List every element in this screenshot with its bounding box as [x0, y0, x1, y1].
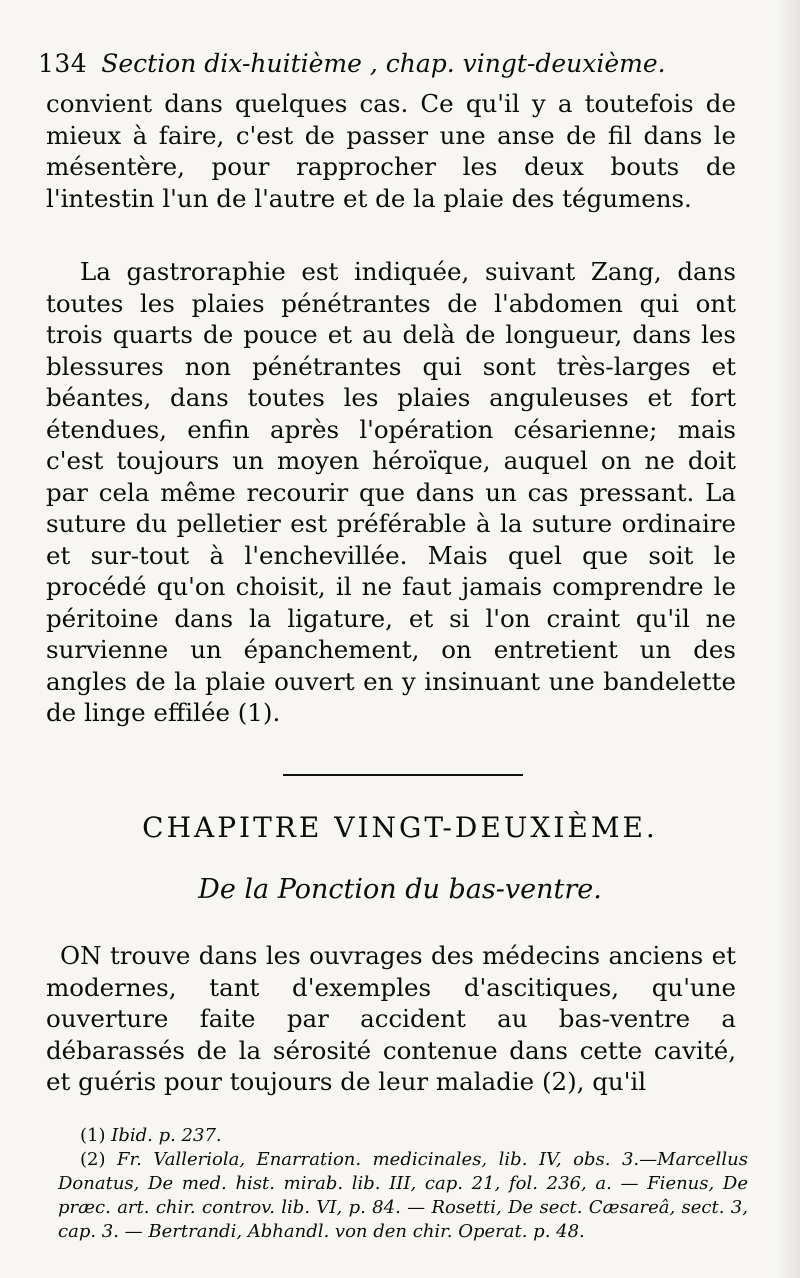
paragraph-gastroraphie: La gastroraphie est indiquée, suivant Zang, dans toutes les plaies pénétrantes de l'abdomen qui ont trois quarts de pouce et au delà de longueur, dans les blessures non pénétrantes qui sont très-larges et béantes, dans toutes les plaies anguleuses et fort étendues, enfin après l'opération césarienne; mais c'est toujours un moyen héroïque, auquel on ne doit par cela même recourir que dans un cas pressant. La suture du pelletier est préférable à la suture ordinaire et sur-tout à l'enchevillée. Mais quel que soit le procédé qu'on choisit, il ne faut jamais comprendre le péritoine dans la ligature, et si l'on craint qu'il ne survienne un épanchement, on entretient un des angles de la plaie ouvert en y insinuant une bandelette de linge effilée (1). — [46, 257, 736, 727]
chapter-opening-paragraph: ON trouve dans les ouvrages des médecins anciens et modernes, tant d'exemples d'ascitiques, qu'une ouverture faite par accident au bas-ventre a débarassés de la sérosité contenue dans cette cavité, et guéris pour toujours de leur maladie (2), qu'il — [46, 941, 736, 1096]
page-number: 134 — [38, 49, 88, 78]
chapter-heading: CHAPITRE VINGT-DEUXIÈME. — [142, 811, 658, 844]
footnote-text: Fr. Valleriola, Enarration. medicinales, lib. IV, obs. 3.—Marcellus Donatus, De med. hist. mirab. lib. III, cap. 21, fol. 236, a. — Fienus, De præc. art. chir. controv. lib. VI, p. 84. — Rosetti, De sect. Cæsareâ, sect. 3, cap. 3. — Bertrandi, Abhandl. von den chir. Operat. p. 48. — [58, 1149, 748, 1242]
footnote-marker: (2) — [80, 1149, 106, 1170]
running-head — [38, 44, 758, 84]
running-title: Section dix-huitième , chap. vingt-deuxième. — [101, 49, 666, 78]
section-divider-rule — [283, 774, 523, 776]
footnote-marker: (1) — [80, 1125, 106, 1146]
chapter-subtitle: De la Ponction du bas-ventre. — [198, 874, 602, 905]
footnotes — [58, 1124, 748, 1244]
footnote-1 — [58, 1124, 748, 1148]
footnote-2 — [58, 1148, 748, 1244]
footnote-text: Ibid. p. 237. — [111, 1125, 222, 1146]
paragraph-continuation: convient dans quelques cas. Ce qu'il y a toutefois de mieux à faire, c'est de passer une anse de fil dans le mésentère, pour rapprocher les deux bouts de l'intestin l'un de l'autre et de la plaie des tégumens. — [46, 89, 736, 213]
